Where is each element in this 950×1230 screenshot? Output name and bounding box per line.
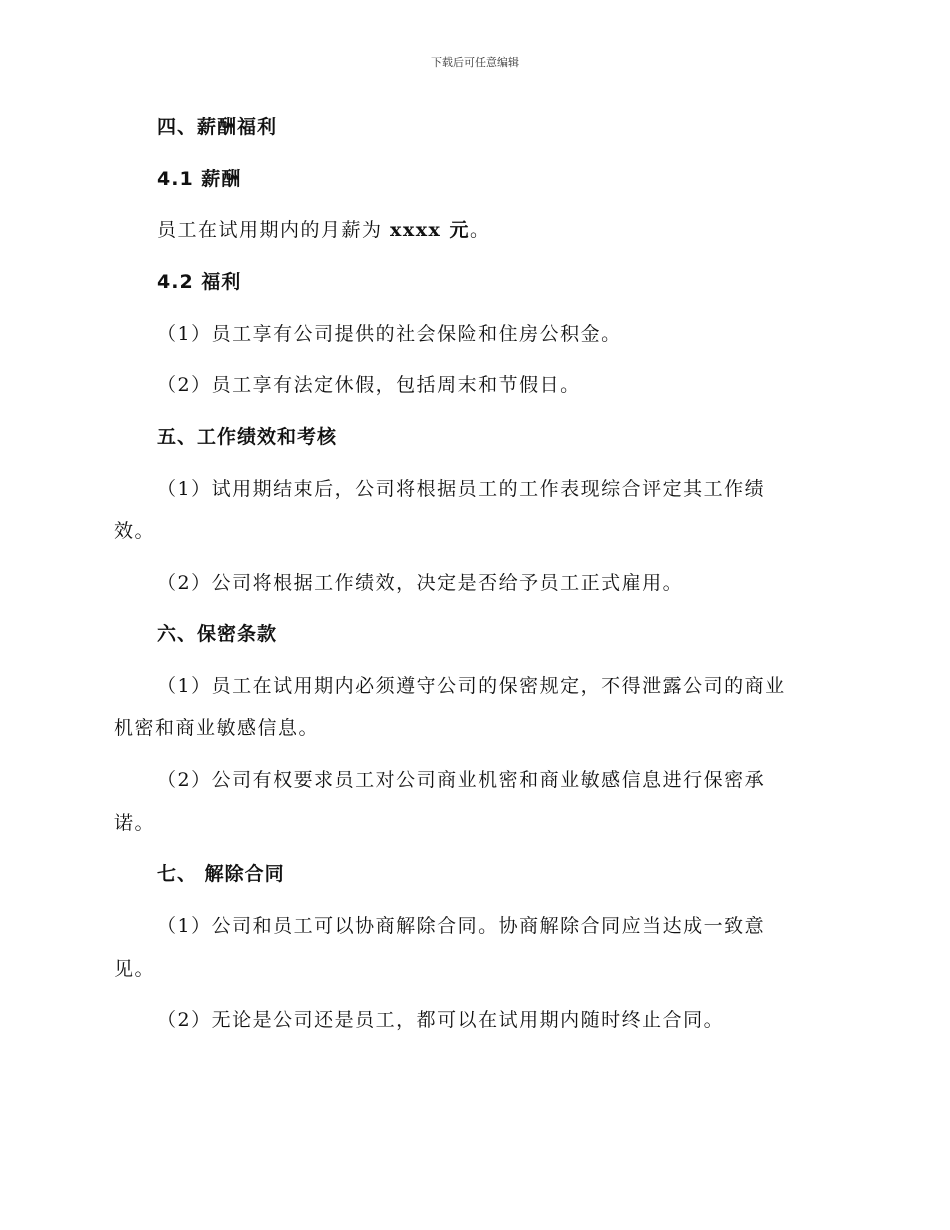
section-4-heading: 四、薪酬福利 bbox=[157, 116, 278, 138]
section-7-item-1-line-1: （1）公司和员工可以协商解除合同。协商解除合同应当达成一致意 bbox=[157, 915, 766, 937]
section-5-item-1-line-2: 效。 bbox=[114, 520, 156, 542]
section-4-2-heading: 4.2 福利 bbox=[157, 271, 242, 293]
section-6-item-1-line-2: 机密和商业敏感信息。 bbox=[114, 717, 320, 739]
section-7-heading: 七、 解除合同 bbox=[157, 863, 285, 885]
page-header: 下载后可任意编辑 bbox=[431, 56, 519, 69]
section-6-item-2-line-2: 诺。 bbox=[114, 812, 156, 834]
section-6-item-1-line-1: （1）员工在试用期内必须遵守公司的保密规定，不得泄露公司的商业 bbox=[157, 675, 786, 697]
section-6-heading: 六、保密条款 bbox=[157, 623, 278, 645]
section-5-heading: 五、工作绩效和考核 bbox=[157, 426, 338, 448]
section-4-1-heading: 4.1 薪酬 bbox=[157, 168, 242, 190]
section-5-item-2: （2）公司将根据工作绩效，决定是否给予员工正式雇用。 bbox=[157, 572, 684, 594]
section-4-2-item-2: （2）员工享有法定休假，包括周末和节假日。 bbox=[157, 374, 581, 396]
section-7-item-1-line-2: 见。 bbox=[114, 958, 156, 980]
salary-text-pre: 员工在试用期内的月薪为 bbox=[157, 219, 391, 241]
salary-text-post: 。 bbox=[469, 219, 491, 241]
section-7-item-2: （2）无论是公司还是员工，都可以在试用期内随时终止合同。 bbox=[157, 1009, 725, 1031]
section-4-2-item-1: （1）员工享有公司提供的社会保险和住房公积金。 bbox=[157, 323, 622, 345]
section-6-item-2-line-1: （2）公司有权要求员工对公司商业机密和商业敏感信息进行保密承 bbox=[157, 769, 766, 791]
section-5-item-1-line-1: （1）试用期结束后，公司将根据员工的工作表现综合评定其工作绩 bbox=[157, 478, 766, 500]
section-4-1-salary-text bbox=[157, 217, 491, 243]
salary-amount: xxxx 元 bbox=[390, 219, 470, 241]
